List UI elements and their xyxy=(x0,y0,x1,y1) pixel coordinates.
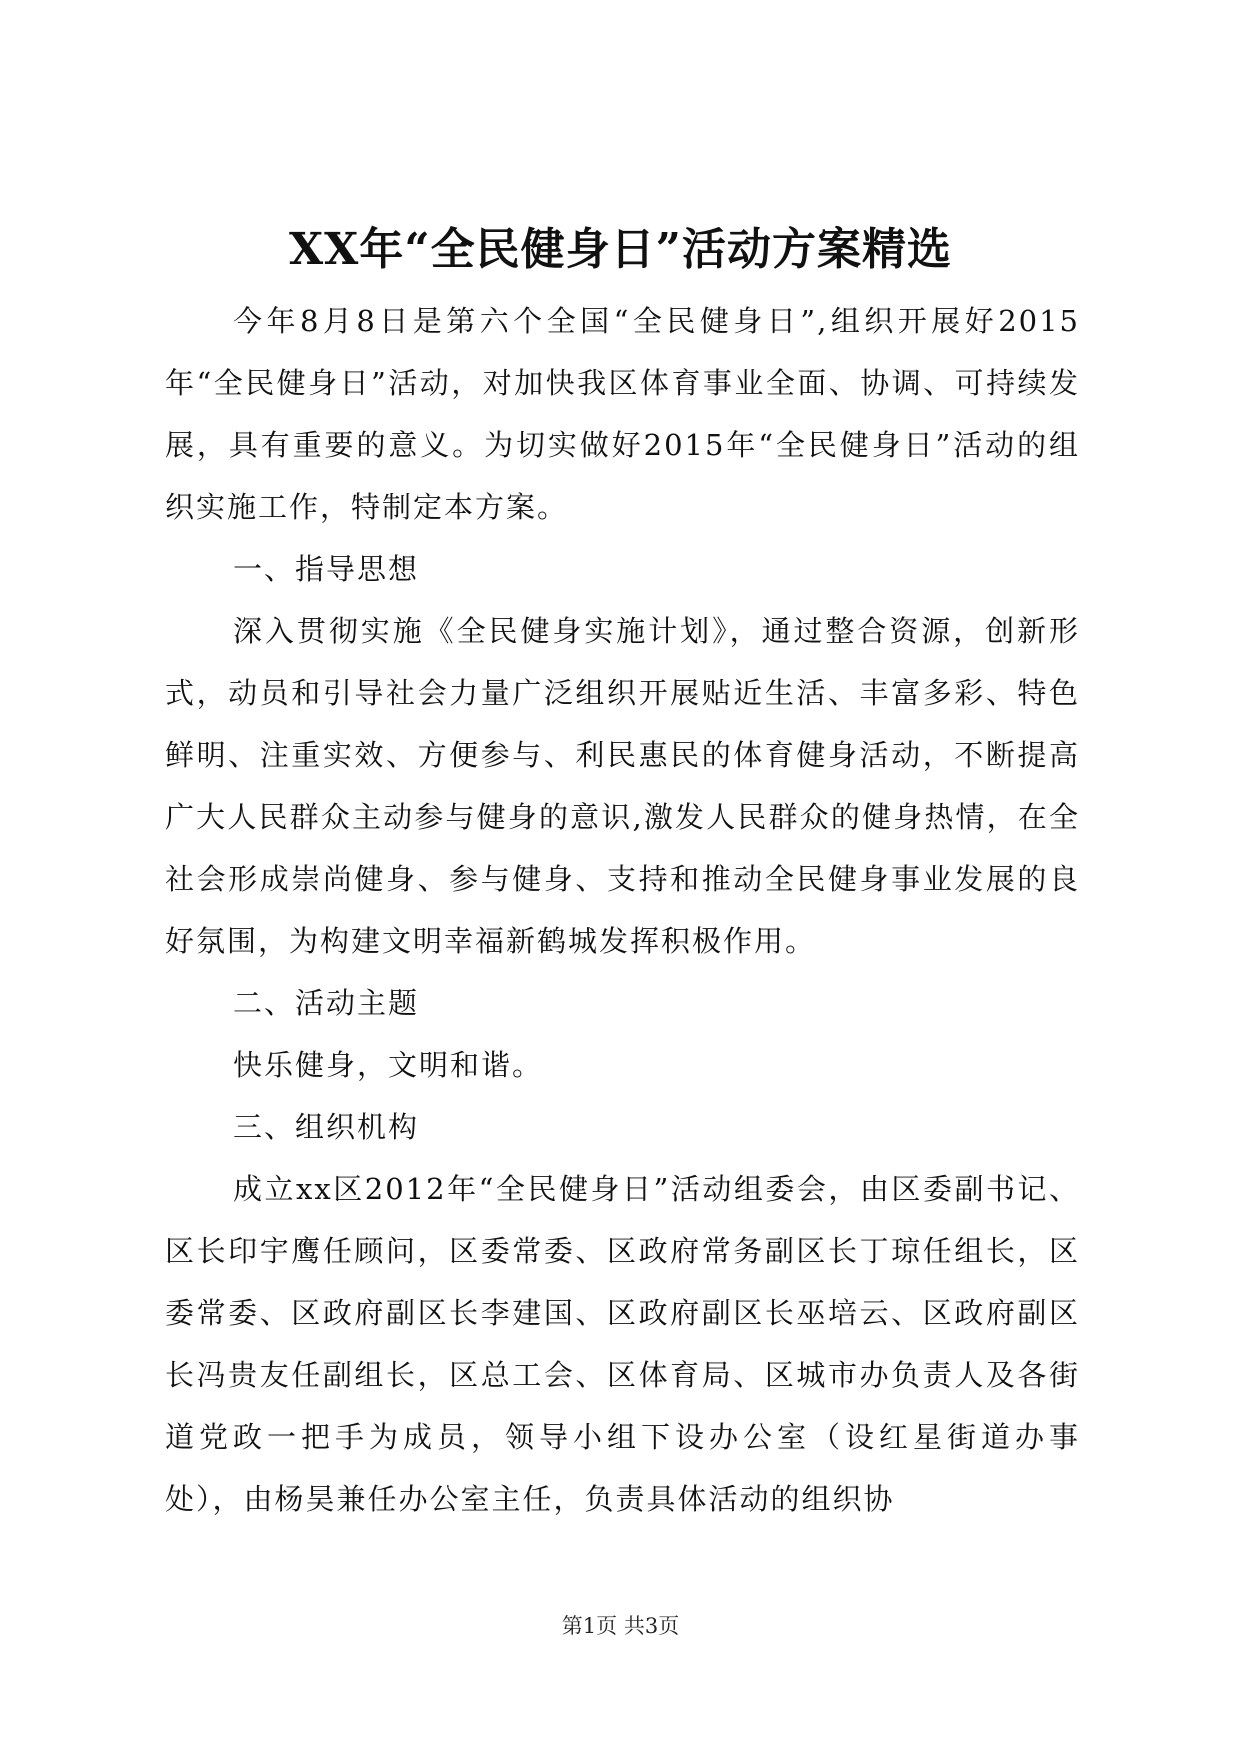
document-body xyxy=(165,290,1080,1530)
section-heading-organization: 三、组织机构 xyxy=(233,1110,420,1144)
document-title: XX年“全民健身日”活动方案精选 xyxy=(289,224,952,275)
guiding-ideology-paragraph: 深入贯彻实施《全民健身实施计划》，通过整合资源，创新形式，动员和引导社会力量广泛组织开展贴近生活、丰富多彩、特色鲜明、注重实效、方便参与、利民惠民的体育健身活动，不断提高广大人民群众主动参与健身的意识,激发人民群众的健身热情，在全社会形成崇尚健身、参与健身、支持和推动全民健身事业发展的良好氛围，为构建文明幸福新鹤城发挥积极作用。 xyxy=(165,614,1080,958)
organization-paragraph: 成立xx区2012年“全民健身日”活动组委会，由区委副书记、区长印宇鹰任顾问，区委常委、区政府常务副区长丁琼任组长，区委常委、区政府副区长李建国、区政府副区长巫培云、区政府副区长冯贵友任副组长，区总工会、区体育局、区城市办负责人及各街道党政一把手为成员，领导小组下设办公室（设红星街道办事处），由杨昊兼任办公室主任，负责具体活动的组织协 xyxy=(165,1172,1080,1516)
activity-theme-paragraph: 快乐健身，文明和谐。 xyxy=(233,1048,544,1082)
page-footer: 第1页 共3页 xyxy=(561,1614,680,1638)
section-heading-activity-theme: 二、活动主题 xyxy=(233,986,420,1020)
intro-paragraph: 今年8月8日是第六个全国“全民健身日”,组织开展好2015年“全民健身日”活动，对加快我区体育事业全面、协调、可持续发展，具有重要的意义。为切实做好2015年“全民健身日”活动的组织实施工作，特制定本方案。 xyxy=(165,304,1080,524)
section-heading-guiding-ideology: 一、指导思想 xyxy=(233,552,420,586)
